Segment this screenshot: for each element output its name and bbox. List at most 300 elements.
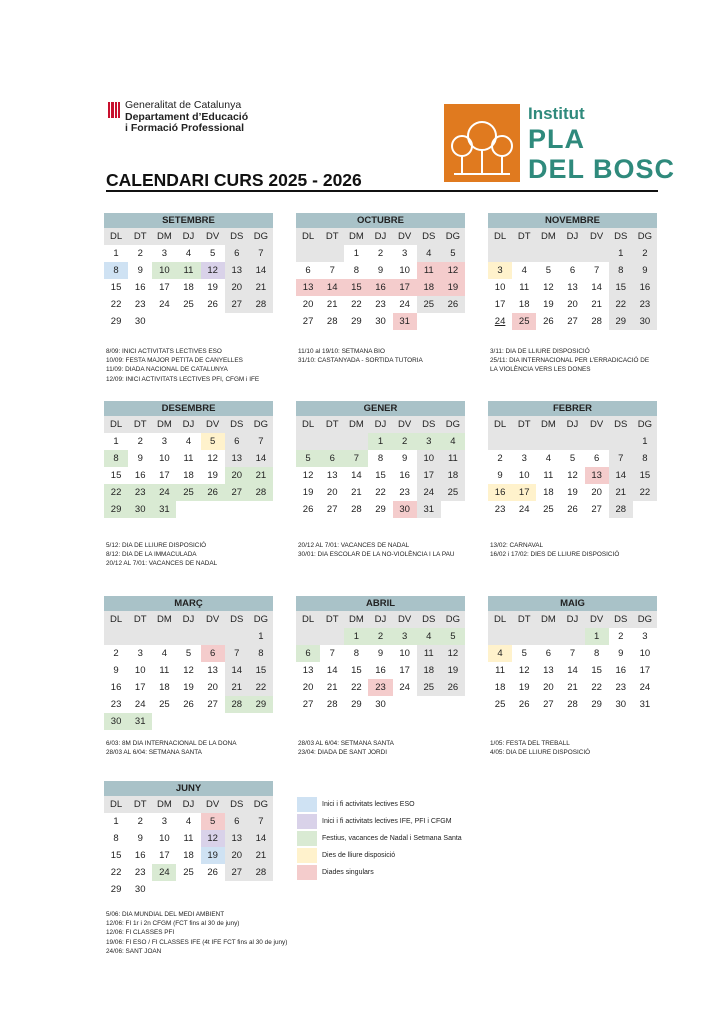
- weekday-label: DM: [540, 231, 556, 242]
- day-cell: 3: [521, 453, 527, 464]
- note-line: 5/06: DIA MUNDIAL DEL MEDI AMBIENT: [106, 911, 225, 918]
- note-line: 28/03 AL 6/04: SETMANA SANTA: [106, 749, 202, 757]
- day-cell: 4: [417, 628, 441, 645]
- weekday-label: DM: [348, 231, 364, 242]
- day-cell: 22: [249, 679, 273, 696]
- day-cell: 11: [183, 453, 194, 464]
- month-notes: [106, 739, 236, 757]
- day-cell: 6: [225, 433, 249, 450]
- day-cell: 30: [134, 316, 146, 327]
- weekday-label: DM: [348, 614, 364, 625]
- day-cell: 1: [609, 245, 633, 262]
- weekday-label: DG: [445, 614, 461, 625]
- day-cell: 5: [201, 813, 225, 830]
- month-notes: [490, 739, 590, 757]
- note-line: 16/02 i 17/02: DIES DE LLIURE DISPOSICIÓ: [490, 551, 620, 559]
- day-cell: 1: [353, 248, 359, 259]
- day-cell: 8: [609, 262, 633, 279]
- institut-logo: [444, 104, 520, 182]
- blank-cell: [176, 628, 200, 645]
- weekday-header: [104, 228, 273, 245]
- note-line: 5/12: DIA DE LLIURE DISPOSICIÓ: [106, 542, 207, 549]
- legend-swatch: [297, 831, 317, 846]
- legend-item: [297, 830, 462, 847]
- weekday-label: DM: [156, 231, 172, 242]
- day-cell: 9: [497, 470, 503, 481]
- day-cell: 11: [159, 665, 170, 676]
- blank-cell: [104, 628, 128, 645]
- day-cell: 29: [104, 501, 128, 518]
- day-cell: 21: [225, 679, 249, 696]
- legend-swatch: [297, 865, 317, 880]
- day-cell: 9: [401, 453, 408, 464]
- day-cell: 27: [326, 504, 338, 515]
- day-cell: 28: [249, 484, 273, 501]
- day-cell: 12: [567, 470, 578, 481]
- weekday-label: DG: [253, 419, 269, 430]
- day-cell: 11: [519, 282, 530, 293]
- institut-label: Institut: [528, 104, 585, 123]
- weekday-label: DL: [109, 419, 123, 430]
- weekday-label: DL: [301, 231, 315, 242]
- day-cell: 17: [159, 282, 170, 293]
- day-cell: 10: [152, 262, 176, 279]
- blank-cell: [320, 245, 344, 262]
- day-grid: [104, 813, 273, 898]
- day-cell: 16: [134, 282, 146, 293]
- weekday-label: DM: [156, 799, 172, 810]
- legend-swatch: [297, 797, 317, 812]
- day-cell: 3: [401, 248, 408, 259]
- day-grid: [488, 628, 657, 713]
- weekday-label: DG: [637, 614, 653, 625]
- day-cell: 24: [399, 682, 410, 693]
- day-cell: 28: [591, 316, 602, 327]
- day-cell: 30: [615, 699, 627, 710]
- note-line: 11/10 al 19/10: SETMANA BIO: [298, 348, 385, 355]
- day-cell: 28: [326, 699, 338, 710]
- day-cell: 14: [249, 450, 273, 467]
- legend-item: [297, 813, 462, 830]
- department-name: Departament d’Educació: [125, 110, 249, 123]
- weekday-label: DM: [348, 419, 364, 430]
- day-cell: 28: [351, 504, 362, 515]
- day-cell: 19: [518, 682, 530, 693]
- day-cell: 16: [375, 665, 386, 676]
- day-cell: 2: [633, 245, 657, 262]
- day-cell: 14: [320, 279, 344, 296]
- blank-cell: [536, 628, 560, 645]
- day-grid: [488, 245, 657, 330]
- day-cell: 4: [185, 816, 192, 827]
- legend-item: [297, 796, 462, 813]
- trees-icon: [444, 104, 520, 182]
- day-cell: 8: [104, 262, 128, 279]
- day-cell: 22: [351, 682, 362, 693]
- blank-cell: [296, 433, 320, 450]
- weekday-label: DS: [230, 419, 244, 430]
- weekday-header: [296, 611, 465, 628]
- note-line: 6/03: 8M DIA INTERNACIONAL DE LA DONA: [106, 740, 237, 747]
- day-cell: 7: [609, 450, 633, 467]
- day-cell: 15: [110, 470, 122, 481]
- day-cell: 29: [110, 316, 122, 327]
- note-line: 10/09: FESTA MAJOR PETITA DE CANYELLES: [106, 357, 243, 365]
- day-cell: 21: [609, 484, 633, 501]
- day-cell: 17: [159, 850, 170, 861]
- weekday-label: DT: [325, 419, 339, 430]
- month-maig: [488, 596, 657, 713]
- day-cell: 25: [441, 484, 465, 501]
- day-cell: 7: [249, 433, 273, 450]
- day-cell: 28: [249, 296, 273, 313]
- day-cell: 16: [488, 484, 512, 501]
- month-març: [104, 596, 273, 730]
- day-cell: 31: [128, 713, 152, 730]
- blank-cell: [344, 433, 368, 450]
- day-cell: 23: [128, 484, 152, 501]
- month-notes: [490, 347, 649, 375]
- day-cell: 1: [113, 436, 119, 447]
- department-name-2: i Formació Professional: [125, 122, 245, 134]
- day-cell: 31: [152, 501, 176, 518]
- month-notes: [490, 541, 619, 559]
- weekday-label: DV: [398, 614, 412, 625]
- day-cell: 22: [609, 296, 633, 313]
- note-line: 1/05: FESTA DEL TREBALL: [490, 740, 570, 747]
- day-cell: 27: [567, 316, 578, 327]
- month-name: JUNY: [104, 781, 273, 796]
- institut-name-line1: PLA: [528, 124, 585, 154]
- day-cell: 16: [134, 470, 146, 481]
- day-cell: 12: [543, 282, 554, 293]
- month-name: FEBRER: [488, 401, 657, 416]
- day-cell: 15: [344, 279, 368, 296]
- weekday-label: DJ: [374, 614, 387, 625]
- day-cell: 17: [417, 467, 441, 484]
- month-desembre: [104, 401, 273, 518]
- day-cell: 23: [110, 699, 122, 710]
- month-gener: [296, 401, 465, 518]
- blank-cell: [488, 245, 512, 262]
- day-cell: 7: [593, 265, 600, 276]
- day-cell: 4: [417, 245, 441, 262]
- day-cell: 12: [441, 262, 465, 279]
- day-cell: 3: [393, 628, 417, 645]
- note-line: 20/12 AL 7/01: VACANCES DE NADAL: [106, 560, 218, 568]
- day-cell: 20: [225, 847, 249, 864]
- day-cell: 26: [567, 504, 578, 515]
- day-cell: 27: [591, 504, 602, 515]
- day-cell: 20: [225, 279, 249, 296]
- day-cell: 20: [543, 682, 554, 693]
- day-cell: 24: [159, 299, 170, 310]
- day-grid: [296, 433, 465, 518]
- note-line: 12/09: INICI ACTIVITATS LECTIVES PFI, CFGM i IFE: [106, 375, 260, 383]
- day-grid: [104, 245, 273, 330]
- day-cell: 10: [518, 470, 530, 481]
- legend-swatch: [297, 848, 317, 863]
- day-cell: 15: [249, 662, 273, 679]
- day-cell: 12: [207, 453, 218, 464]
- day-grid: [104, 628, 273, 730]
- day-cell: 8: [104, 450, 128, 467]
- day-cell: 10: [494, 282, 506, 293]
- note-line: 28/03 AL 6/04: SETMANA SANTA: [298, 740, 394, 747]
- weekday-label: DS: [422, 419, 436, 430]
- day-cell: 9: [113, 665, 119, 676]
- day-cell: 26: [183, 699, 194, 710]
- note-line: 20/12 AL 7/01: VACANCES DE NADAL: [298, 542, 410, 549]
- day-cell: 15: [375, 470, 386, 481]
- weekday-label: DJ: [566, 614, 579, 625]
- weekday-label: DT: [133, 614, 147, 625]
- day-cell: 2: [497, 453, 503, 464]
- day-cell: 19: [207, 282, 218, 293]
- day-cell: 21: [249, 467, 273, 484]
- day-cell: 18: [417, 279, 441, 296]
- weekday-label: DL: [301, 614, 315, 625]
- day-cell: 8: [377, 453, 384, 464]
- note-line: 4/05: DIA DE LLIURE DISPOSICIÓ: [490, 749, 591, 757]
- blank-cell: [536, 433, 560, 450]
- day-cell: 14: [326, 665, 338, 676]
- day-cell: 18: [183, 282, 194, 293]
- blank-cell: [585, 245, 609, 262]
- day-cell: 1: [249, 628, 273, 645]
- month-novembre: [488, 213, 657, 330]
- day-cell: 19: [183, 682, 194, 693]
- day-cell: 29: [110, 884, 122, 895]
- day-cell: 8: [593, 648, 600, 659]
- weekday-label: DG: [637, 419, 653, 430]
- note-line: 8/12: DIA DE LA IMMACULADA: [106, 551, 197, 559]
- legend-label: Inici i fi activitats lectives IFE, PFI i CFGM: [322, 818, 452, 825]
- day-cell: 3: [161, 816, 167, 827]
- day-cell: 19: [201, 847, 225, 864]
- day-cell: 9: [137, 265, 143, 276]
- day-cell: 25: [512, 313, 536, 330]
- note-line: 24/06: SANT JOAN: [106, 947, 162, 955]
- weekday-label: DS: [422, 231, 436, 242]
- weekday-label: DT: [133, 799, 147, 810]
- day-cell: 25: [417, 296, 441, 313]
- day-cell: 26: [207, 299, 218, 310]
- weekday-label: DG: [253, 799, 269, 810]
- day-cell: 28: [326, 316, 338, 327]
- day-cell: 19: [543, 299, 554, 310]
- weekday-label: DM: [156, 614, 172, 625]
- day-cell: 5: [209, 248, 216, 259]
- day-cell: 24: [494, 316, 506, 327]
- weekday-header: [488, 611, 657, 628]
- day-cell: 20: [326, 487, 338, 498]
- day-cell: 8: [113, 833, 119, 844]
- month-name: NOVEMBRE: [488, 213, 657, 228]
- weekday-label: DL: [109, 231, 123, 242]
- day-cell: 2: [137, 436, 143, 447]
- day-cell: 9: [137, 453, 143, 464]
- blank-cell: [488, 628, 512, 645]
- day-cell: 23: [375, 299, 386, 310]
- month-notes: [106, 541, 217, 569]
- day-cell: 22: [104, 484, 128, 501]
- weekday-header: [296, 416, 465, 433]
- day-cell: 21: [249, 847, 273, 864]
- day-cell: 19: [302, 487, 314, 498]
- blank-cell: [225, 628, 249, 645]
- day-cell: 17: [399, 665, 410, 676]
- note-line: 30/01: DIA ESCOLAR DE LA NO-VIOLÈNCIA I LA PAU: [298, 551, 455, 559]
- blank-cell: [128, 628, 152, 645]
- day-cell: 9: [137, 833, 143, 844]
- day-cell: 2: [137, 816, 143, 827]
- day-cell: 7: [249, 245, 273, 262]
- weekday-label: DS: [614, 231, 628, 242]
- weekday-label: DT: [325, 231, 339, 242]
- day-cell: 26: [302, 504, 314, 515]
- day-cell: 5: [545, 265, 551, 276]
- day-cell: 21: [351, 487, 362, 498]
- note-line: 25/11: DIA INTERNACIONAL PER L’ERRADICACIÓ DE: [490, 357, 650, 365]
- day-cell: 10: [399, 265, 410, 276]
- day-cell: 18: [417, 662, 441, 679]
- day-cell: 3: [488, 262, 512, 279]
- month-notes: [106, 347, 259, 384]
- day-cell: 20: [302, 682, 314, 693]
- day-cell: 14: [609, 467, 633, 484]
- day-cell: 29: [375, 504, 386, 515]
- day-cell: 6: [569, 265, 576, 276]
- weekday-label: DM: [156, 419, 172, 430]
- day-cell: 12: [518, 665, 530, 676]
- day-cell: 28: [609, 501, 633, 518]
- day-cell: 26: [518, 699, 530, 710]
- day-cell: 6: [201, 645, 225, 662]
- weekday-label: DM: [540, 419, 556, 430]
- note-line: LA VIOLÈNCIA VERS LES DONES: [490, 366, 591, 374]
- day-grid: [296, 628, 465, 713]
- weekday-header: [104, 416, 273, 433]
- blank-cell: [560, 433, 584, 450]
- month-setembre: [104, 213, 273, 330]
- day-cell: 20: [207, 682, 218, 693]
- legend-label: Diades singulars: [322, 869, 374, 876]
- day-cell: 7: [225, 645, 249, 662]
- day-cell: 5: [521, 648, 527, 659]
- blank-cell: [512, 245, 536, 262]
- day-cell: 17: [159, 470, 170, 481]
- day-cell: 6: [225, 245, 249, 262]
- weekday-label: DL: [109, 614, 123, 625]
- month-name: GENER: [296, 401, 465, 416]
- day-cell: 25: [183, 867, 194, 878]
- day-cell: 3: [161, 248, 167, 259]
- weekday-label: DJ: [374, 419, 387, 430]
- day-cell: 24: [417, 484, 441, 501]
- day-cell: 12: [302, 470, 314, 481]
- day-cell: 5: [296, 450, 320, 467]
- day-cell: 30: [128, 501, 152, 518]
- month-name: OCTUBRE: [296, 213, 465, 228]
- day-cell: 13: [225, 830, 249, 847]
- weekday-label: DJ: [182, 419, 195, 430]
- day-cell: 14: [351, 470, 362, 481]
- day-cell: 13: [225, 262, 249, 279]
- day-cell: 3: [161, 436, 167, 447]
- weekday-header: [104, 796, 273, 813]
- weekday-label: DS: [614, 614, 628, 625]
- day-cell: 1: [113, 816, 119, 827]
- day-cell: 11: [441, 450, 465, 467]
- day-cell: 7: [569, 648, 576, 659]
- day-cell: 14: [567, 665, 578, 676]
- day-cell: 13: [585, 467, 609, 484]
- day-cell: 16: [368, 279, 392, 296]
- weekday-label: DJ: [374, 231, 387, 242]
- day-cell: 3: [417, 433, 441, 450]
- day-cell: 5: [441, 628, 465, 645]
- month-abril: [296, 596, 465, 713]
- weekday-label: DS: [422, 614, 436, 625]
- blank-cell: [296, 628, 320, 645]
- note-line: 11/09: DIADA NACIONAL DE CATALUNYA: [106, 366, 228, 374]
- day-cell: 26: [441, 679, 465, 696]
- day-cell: 6: [593, 453, 600, 464]
- weekday-label: DJ: [182, 799, 195, 810]
- note-line: 12/06: FI 1r i 2n CFGM (FCT fins al 30 de juny): [106, 920, 240, 928]
- day-cell: 13: [567, 282, 578, 293]
- day-cell: 18: [518, 299, 530, 310]
- day-cell: 23: [633, 296, 657, 313]
- day-cell: 11: [495, 665, 505, 676]
- day-grid: [296, 245, 465, 330]
- day-cell: 16: [633, 279, 657, 296]
- legend-label: Festius, vacances de Nadal i Setmana Santa: [322, 835, 462, 842]
- day-cell: 18: [543, 487, 554, 498]
- day-cell: 28: [225, 696, 249, 713]
- day-cell: 1: [585, 628, 609, 645]
- day-cell: 27: [225, 296, 249, 313]
- day-cell: 16: [110, 682, 122, 693]
- day-cell: 5: [185, 648, 192, 659]
- day-cell: 23: [368, 679, 392, 696]
- day-cell: 13: [225, 450, 249, 467]
- day-cell: 20: [567, 299, 578, 310]
- day-cell: 1: [633, 433, 657, 450]
- weekday-label: DV: [206, 231, 220, 242]
- day-cell: 10: [417, 450, 441, 467]
- blank-cell: [512, 628, 536, 645]
- note-line: 23/04: DIADA DE SANT JORDI: [298, 749, 388, 757]
- weekday-label: DL: [493, 231, 507, 242]
- day-cell: 30: [375, 699, 386, 710]
- day-cell: 6: [305, 265, 311, 276]
- day-cell: 18: [183, 850, 194, 861]
- weekday-label: DL: [109, 799, 123, 810]
- day-cell: 17: [512, 484, 536, 501]
- day-cell: 29: [609, 313, 633, 330]
- weekday-header: [488, 228, 657, 245]
- day-cell: 29: [351, 316, 362, 327]
- weekday-label: DS: [230, 614, 244, 625]
- day-cell: 19: [441, 662, 465, 679]
- weekday-label: DT: [517, 419, 531, 430]
- day-grid: [104, 433, 273, 518]
- day-cell: 18: [183, 470, 194, 481]
- day-cell: 2: [393, 433, 417, 450]
- month-notes: [106, 910, 287, 956]
